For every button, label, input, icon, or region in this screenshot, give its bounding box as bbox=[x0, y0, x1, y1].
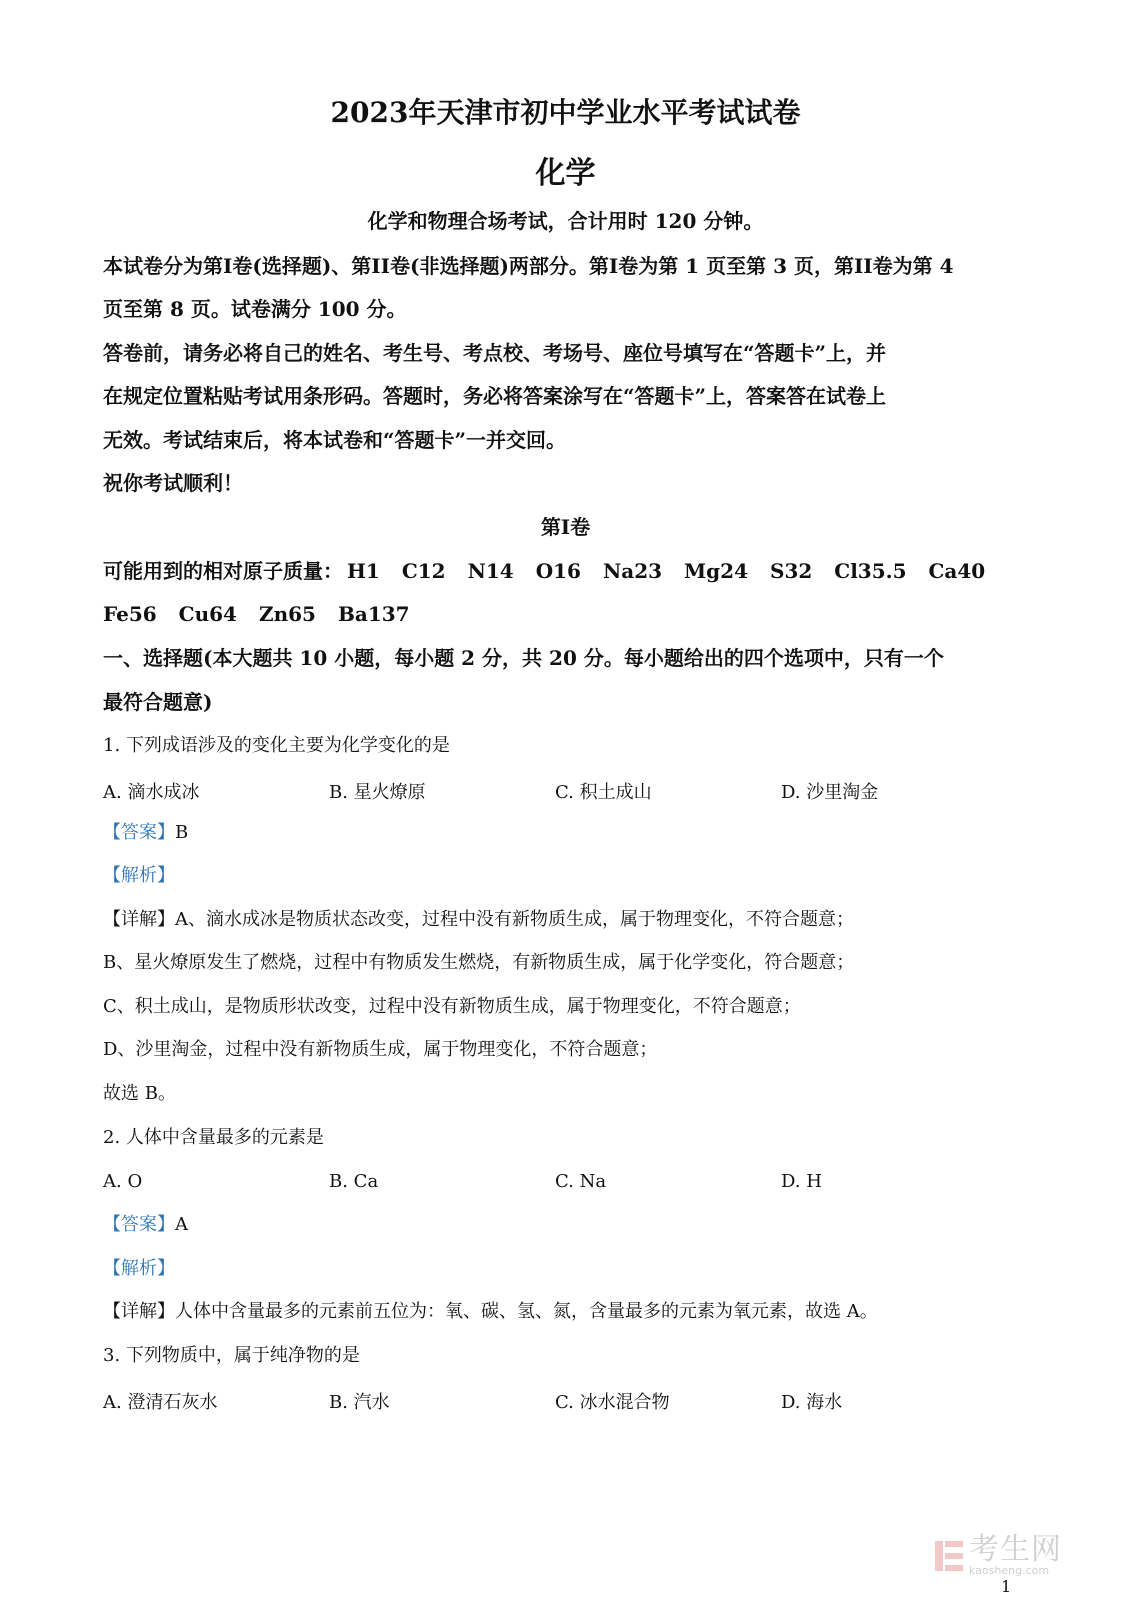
question-stem: 3. 下列物质中，属于纯净物的是 bbox=[103, 1345, 360, 1366]
detail-line: 【详解】人体中含量最多的元素前五位为：氧、碳、氢、氮，含量最多的元素为氧元素，故选 A。 bbox=[103, 1301, 878, 1322]
atomic-mass: S32 bbox=[770, 559, 813, 583]
intro-line: 无效。考试结束后，将本试卷和“答题卡”一并交回。 bbox=[103, 428, 567, 452]
good-luck-line: 祝你考试顺利！ bbox=[103, 471, 243, 495]
intro-line: 本试卷分为第I卷(选择题)、第II卷(非选择题)两部分。第I卷为第 1 页至第 3 页，第II卷为第 4 bbox=[103, 254, 954, 278]
atomic-mass: H1 bbox=[347, 559, 380, 583]
intro-line: 答卷前，请务必将自己的姓名、考生号、考点校、考场号、座位号填写在“答题卡”上，并 bbox=[103, 341, 887, 365]
atomic-mass: Ca40 bbox=[928, 559, 986, 583]
logo-subtext: kaosheng.com bbox=[969, 1564, 1050, 1577]
detail-line: D、沙里淘金，过程中没有新物质生成，属于物理变化，不符合题意； bbox=[103, 1039, 658, 1060]
atomic-mass: Cu64 bbox=[178, 602, 237, 626]
option-d: D. 沙里淘金 bbox=[781, 782, 879, 803]
section-title: 第I卷 bbox=[540, 515, 591, 539]
atomic-mass: Ba137 bbox=[337, 602, 410, 626]
answer-tag: 【答案】 bbox=[103, 1214, 175, 1235]
option-b: B. 星火燎原 bbox=[329, 782, 426, 803]
option-c: C. 积土成山 bbox=[555, 782, 652, 803]
atomic-mass-row bbox=[103, 559, 1007, 583]
intro-line: 页至第 8 页。试卷满分 100 分。 bbox=[103, 297, 407, 321]
option-a: A. 滴水成冰 bbox=[103, 782, 200, 803]
atomic-mass: Fe56 bbox=[103, 602, 157, 626]
logo-text: 考生网 bbox=[969, 1532, 1062, 1567]
subject-title: 化学 bbox=[535, 156, 596, 191]
atomic-mass-label: 可能用到的相对原子质量： bbox=[103, 559, 343, 583]
option-c: C. 冰水混合物 bbox=[555, 1392, 670, 1413]
exam-title: 2023年天津市初中学业水平考试试卷 bbox=[330, 96, 801, 129]
atomic-mass: Mg24 bbox=[684, 559, 748, 583]
analysis-tag: 【解析】 bbox=[103, 1258, 175, 1279]
option-b: B. Ca bbox=[329, 1171, 379, 1192]
atomic-mass: Na23 bbox=[602, 559, 663, 583]
atomic-mass: Cl35.5 bbox=[834, 559, 907, 583]
question-stem: 1. 下列成语涉及的变化主要为化学变化的是 bbox=[103, 735, 450, 756]
option-a: A. 澄清石灰水 bbox=[103, 1392, 218, 1413]
atomic-mass: N14 bbox=[467, 559, 514, 583]
answer-value: A bbox=[175, 1214, 188, 1235]
site-logo bbox=[935, 1532, 1062, 1577]
logo-mark-icon bbox=[935, 1539, 963, 1573]
question-stem: 2. 人体中含量最多的元素是 bbox=[103, 1127, 324, 1148]
atomic-mass-row bbox=[103, 602, 432, 626]
section-instructions: 最符合题意) bbox=[103, 690, 213, 714]
option-a: A. O bbox=[103, 1171, 143, 1192]
option-c: C. Na bbox=[555, 1171, 607, 1192]
answer-tag: 【答案】 bbox=[103, 822, 175, 843]
option-b: B. 汽水 bbox=[329, 1392, 390, 1413]
section-instructions: 一、选择题(本大题共 10 小题，每小题 2 分，共 20 分。每小题给出的四个选项中，只有一个 bbox=[103, 646, 944, 670]
atomic-mass: C12 bbox=[401, 559, 446, 583]
exam-duration-note: 化学和物理合场考试，合计用时 120 分钟。 bbox=[367, 209, 764, 233]
analysis-tag: 【解析】 bbox=[103, 865, 175, 886]
atomic-mass: Zn65 bbox=[258, 602, 316, 626]
answer-value: B bbox=[175, 822, 189, 843]
detail-line: C、积土成山，是物质形状改变，过程中没有新物质生成，属于物理变化，不符合题意； bbox=[103, 996, 801, 1017]
option-d: D. H bbox=[781, 1171, 822, 1192]
detail-line: 【详解】A、滴水成冰是物质状态改变，过程中没有新物质生成，属于物理变化，不符合题意； bbox=[103, 909, 854, 930]
detail-line: B、星火燎原发生了燃烧，过程中有物质发生燃烧，有新物质生成，属于化学变化，符合题意； bbox=[103, 952, 855, 973]
page-number: 1 bbox=[1001, 1577, 1012, 1596]
answer-line bbox=[103, 1214, 188, 1236]
intro-line: 在规定位置粘贴考试用条形码。答题时，务必将答案涂写在“答题卡”上，答案答在试卷上 bbox=[103, 384, 887, 408]
detail-line: 故选 B。 bbox=[103, 1083, 176, 1104]
answer-line bbox=[103, 822, 188, 844]
option-d: D. 海水 bbox=[781, 1392, 843, 1413]
atomic-mass: O16 bbox=[535, 559, 581, 583]
